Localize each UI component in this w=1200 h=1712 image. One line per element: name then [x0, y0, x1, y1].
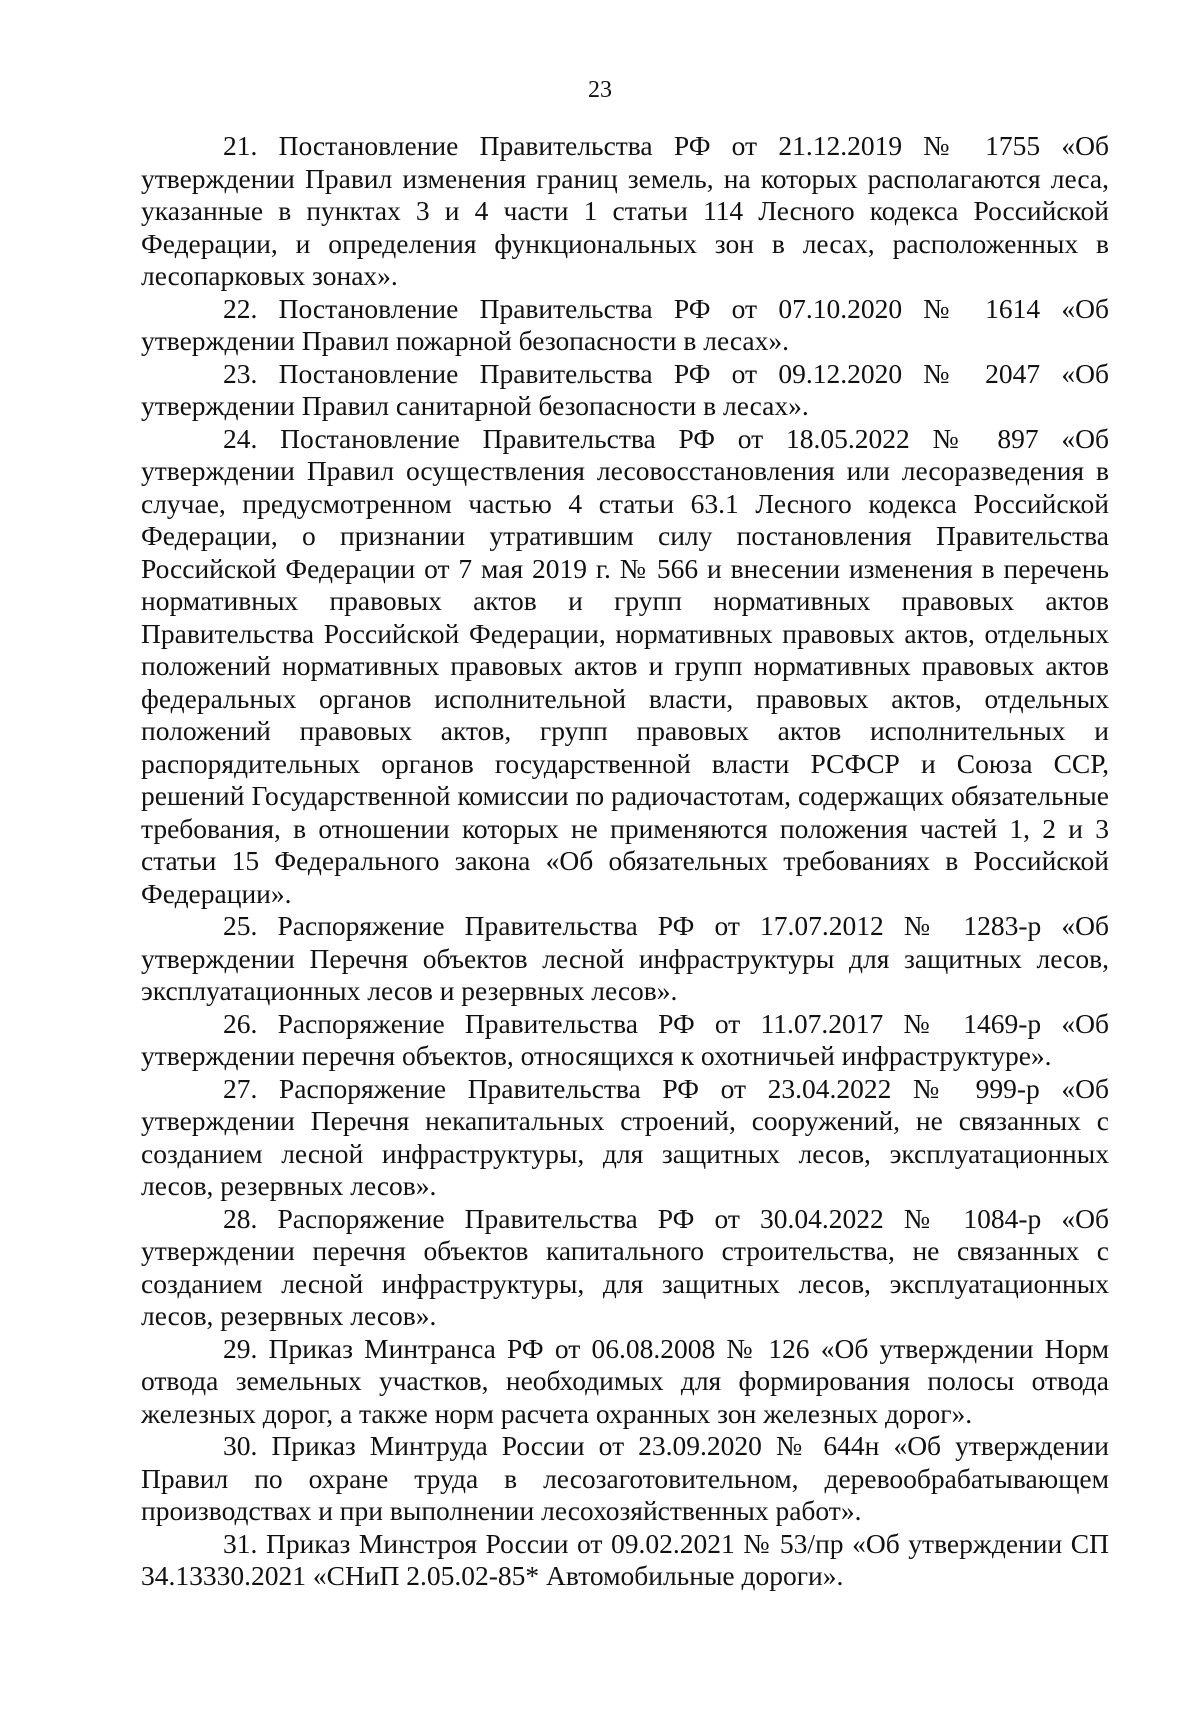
list-item [141, 130, 1109, 293]
item-text: Распоряжение Правительства РФ от 23.04.2022 № 999-р «Об утверждении Перечня некапитальных строений, сооружений, не связанных с созданием лесной инфраструктуры, для защитных лесов, эксплуатационных лесов, резервных лесов». [141, 1072, 1109, 1201]
item-number: 31. [223, 1527, 258, 1559]
list-item [141, 423, 1109, 911]
item-number: 27. [223, 1072, 258, 1104]
list-item [141, 1203, 1109, 1333]
item-text: Приказ Минтруда России от 23.09.2020 № 644н «Об утверждении Правил по охране труда в лесозаготовительном, деревообрабатывающем производствах и при выполнении лесохозяйственных работ». [141, 1430, 1109, 1526]
list-item [141, 1430, 1109, 1528]
list-item [141, 1073, 1109, 1203]
list-item [141, 293, 1109, 358]
item-text: Постановление Правительства РФ от 07.10.2020 № 1614 «Об утверждении Правил пожарной безопасности в лесах». [141, 292, 1109, 356]
item-number: 24. [223, 422, 258, 454]
item-text: Распоряжение Правительства РФ от 11.07.2017 № 1469-р «Об утверждении перечня объектов, относящихся к охотничьей инфраструктуре». [141, 1007, 1109, 1071]
item-number: 26. [223, 1007, 258, 1039]
list-item [141, 358, 1109, 423]
item-number: 22. [223, 292, 258, 324]
item-number: 21. [223, 130, 258, 161]
item-text: Приказ Минтранса РФ от 06.08.2008 № 126 «Об утверждении Норм отвода земельных участков, необходимых для формирования полосы отвода железных дорог, а также норм расчета охранных зон железных дорог». [141, 1332, 1109, 1429]
item-text: Распоряжение Правительства РФ от 30.04.2022 № 1084-р «Об утверждении перечня объектов капитального строительства, не связанных с созданием лесной инфраструктуры, для защитных лесов, эксплуатационных лесов, резервных лесов». [141, 1202, 1109, 1331]
list-item [141, 910, 1109, 1008]
item-text: Приказ Минстроя России от 09.02.2021 № 53/пр «Об утверждении СП 34.13330.2021 «СНиП 2.05.02-85* Автомобильные дороги». [141, 1527, 1110, 1591]
page-number: 23 [588, 77, 612, 103]
item-text: Распоряжение Правительства РФ от 17.07.2012 № 1283-р «Об утверждении Перечня объектов лесной инфраструктуры для защитных лесов, эксплуатационных лесов и резервных лесов». [141, 910, 1109, 1006]
list-item [141, 1333, 1109, 1431]
item-text: Постановление Правительства РФ от 21.12.2019 № 1755 «Об утверждении Правил изменения границ земель, на которых располагаются леса, указанные в пунктах 3 и 4 части 1 статьи 114 Лесного кодекса Российской Федерации, и определения функциональных зон в лесах, расположенных в лесопарковых зонах». [141, 130, 1109, 291]
item-number: 23. [223, 357, 258, 389]
regulation-list [141, 130, 1109, 1593]
item-number: 30. [223, 1430, 258, 1461]
list-item [141, 1008, 1109, 1073]
item-number: 25. [223, 910, 258, 941]
list-item [141, 1528, 1109, 1593]
item-number: 28. [223, 1202, 258, 1234]
item-number: 29. [223, 1332, 258, 1364]
item-text: Постановление Правительства РФ от 09.12.2020 № 2047 «Об утверждении Правил санитарной безопасности в лесах». [141, 357, 1109, 421]
item-text: Постановление Правительства РФ от 18.05.2022 № 897 «Об утверждении Правил осуществления лесовосстановления или лесоразведения в случае, предусмотренном частью 4 статьи 63.1 Лесного кодекса Российской Федерации, о признании утратившим силу постановления Правительства Российской Федерации от 7 мая 2019 г. № 566 и внесении изменения в перечень нормативных правовых актов и групп нормативных правовых актов Правительства Российской Федерации, нормативных правовых актов, отдельных положений нормативных правовых актов и групп нормативных правовых актов федеральных органов исполнительной власти, правовых актов, отдельных положений правовых актов, групп правовых актов исполнительных и распорядительных органов государственной власти РСФСР и Союза ССР, решений Государственной комиссии по радиочастотам, содержащих обязательные требования, в отношении которых не применяются положения частей 1, 2 и 3 статьи 15 Федерального закона «Об обязательных требованиях в Российской Федерации». [141, 422, 1110, 909]
